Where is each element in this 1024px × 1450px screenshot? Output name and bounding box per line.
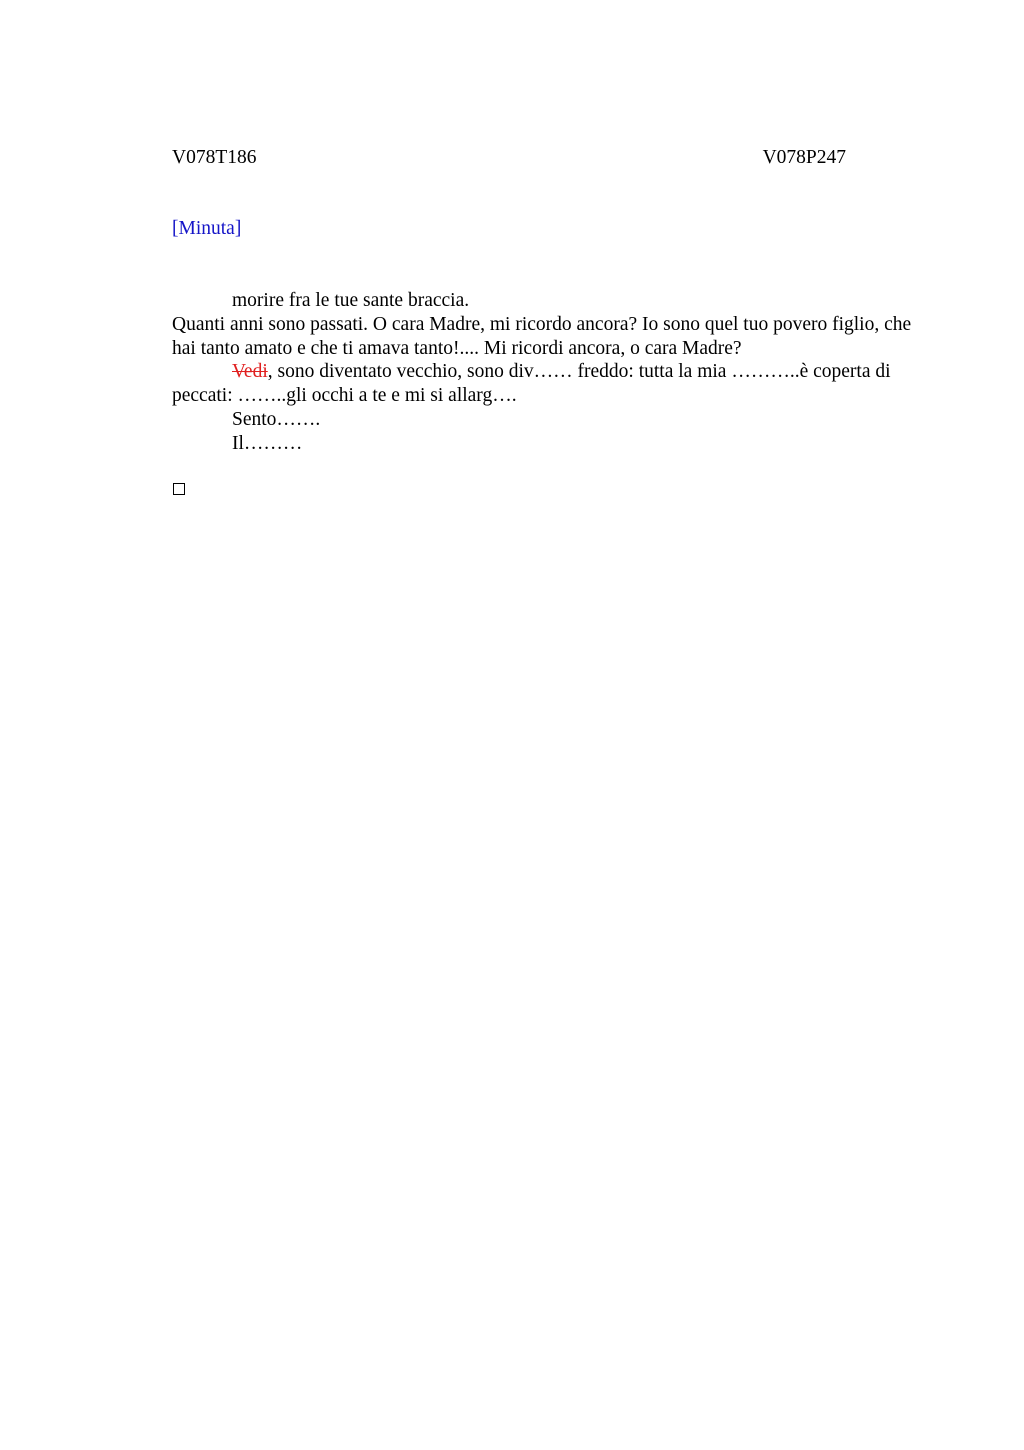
document-code-left: V078T186 bbox=[172, 147, 257, 168]
section-label: [Minuta] bbox=[172, 218, 242, 239]
empty-square-icon bbox=[173, 483, 185, 495]
paragraph-3-text: , sono diventato vecchio, sono div…… freddo: tutta la mia ………..è coperta di peccati: ……..gli occhi a te e mi si allarg…. bbox=[172, 361, 891, 407]
paragraph-5: Il……… bbox=[232, 432, 303, 454]
paragraph-1: morire fra le tue sante braccia. bbox=[232, 290, 470, 311]
document-code-right: V078P247 bbox=[762, 147, 846, 168]
transcription-body bbox=[172, 289, 932, 456]
paragraph-2: Quanti anni sono passati. O cara Madre, mi ricordo ancora? Io sono quel tuo povero figlio, che hai tanto amato e che ti amava tanto!.... Mi ricordi ancora, o cara Madre? bbox=[172, 313, 912, 359]
deleted-word: Vedi bbox=[232, 361, 268, 383]
paragraph-3 bbox=[172, 360, 932, 408]
paragraph-4: Sento……. bbox=[232, 408, 321, 430]
page-header bbox=[172, 146, 846, 172]
